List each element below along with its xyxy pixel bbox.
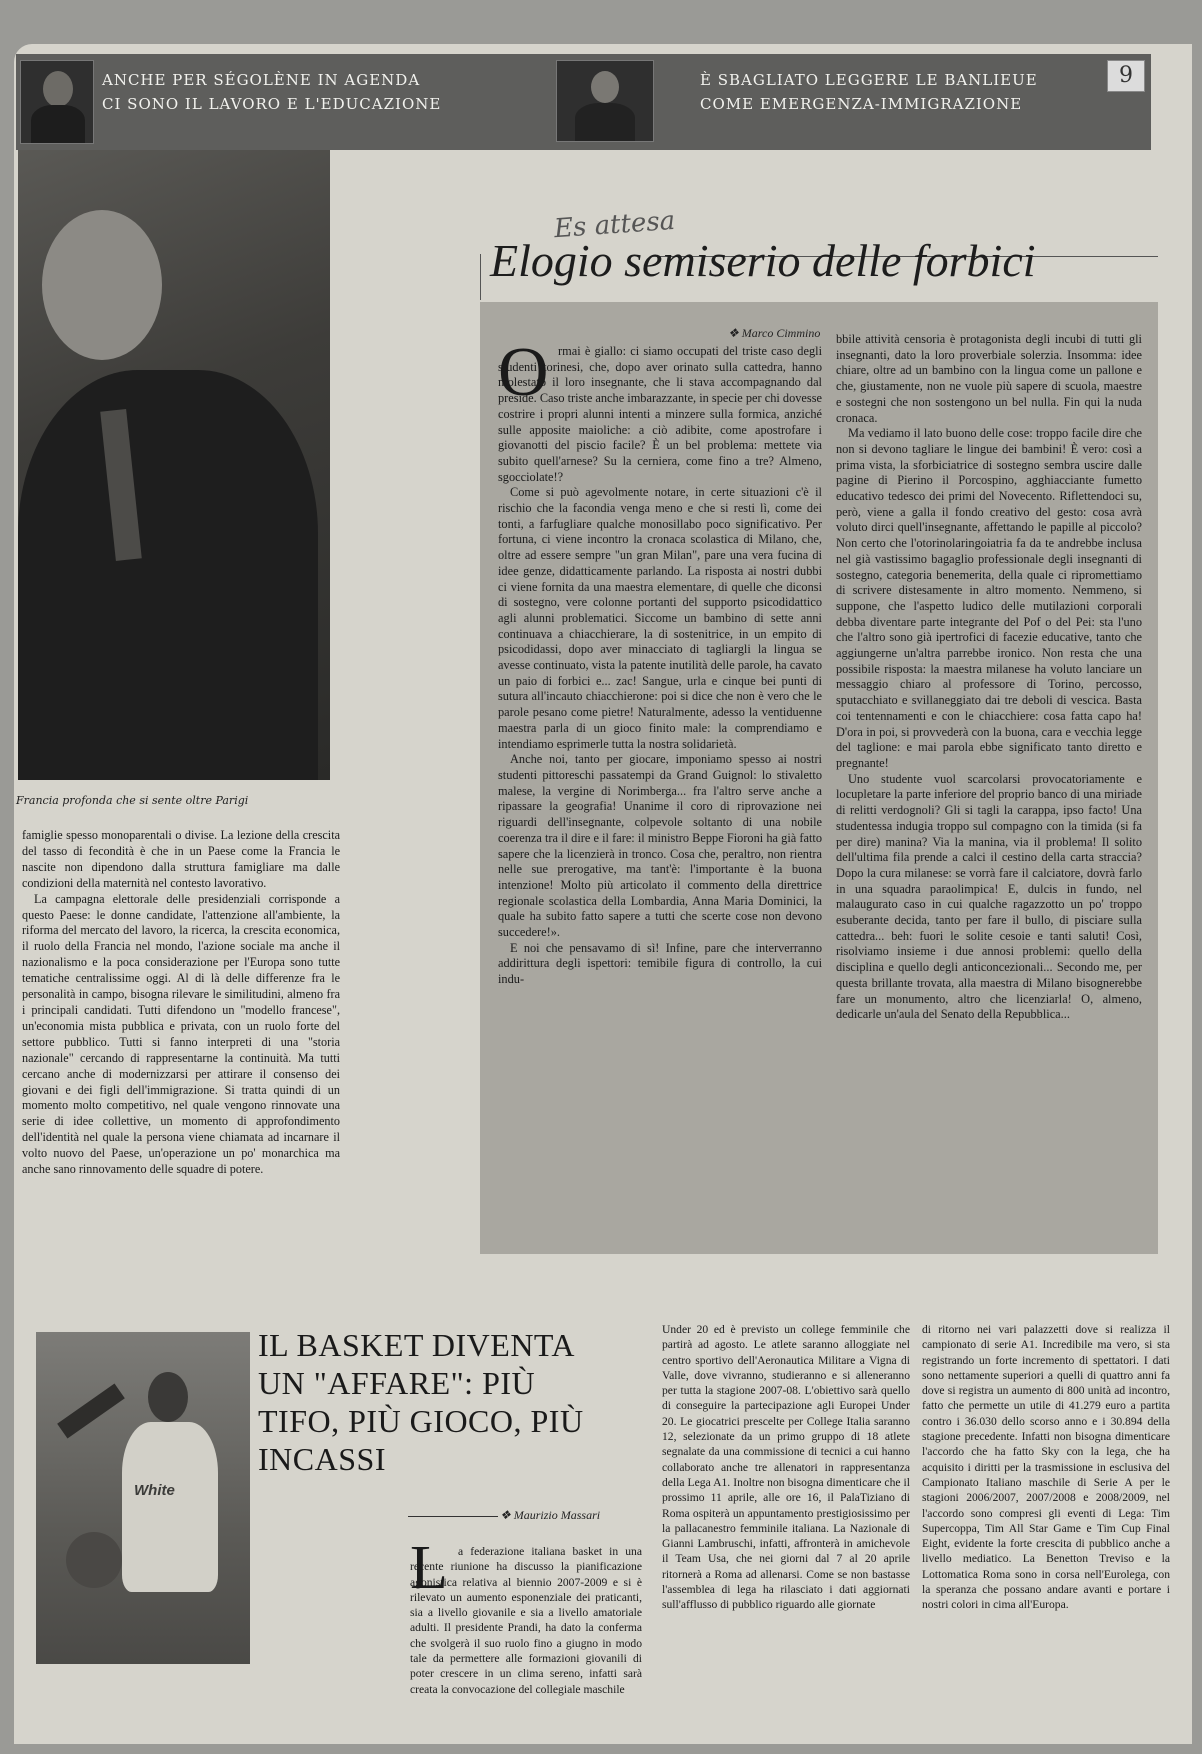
basket-article-column-1: a federazione italiana basket in una recente riunione ha discusso la pianificazione agonistica relativa al biennio 2007-2009 e si è rilevato un aumento esponenziale dei praticanti, sia a livello giovanile e sia a livello amatoriale adulti. Il presidente Prandi, ha dato la conferma che svolgerà il suo ruolo fino a giugno in modo tale da permettere alle formazioni giovanili di poter crescere in un clima sereno, infatti sarà creata la convocazione del collegiale maschile: [410, 1545, 642, 1696]
basket-article-byline: ❖ Maurizio Massari: [500, 1508, 601, 1522]
left-article-paragraph: La campagna elettorale delle presidenziali corrisponde a questo Paese: le donne candidate, l'attenzione all'ambiente, la riforma del mercato del lavoro, la ricerca, la crescita economica, il ruolo della Francia nel mondo, l'azione sociale ma anche il nazionalismo e la poca considerazione per l'Europa sono tutte tematiche centralissime oggi. Al di là delle differenze fra le personalità in campo, bisogna rilevare le similitudini, almeno fra i principali candidati. Tutti difendono un "modello francese", un'economia mista pubblica e privata, con un ruolo forte del settore pubblico. Tutti si fanno interpreti di una "storia nazionale" cercando di rappresentarne la continuità. Ma tutti cercano anche di modernizzarsi per attirare il consenso dei giovani e dei figli dell'immigrazione. Si tratta quindi di un momento molto competitivo, nel quale vengono rinnovate una serie di idee collettive, un momento di approfondimento dell'identità nel quale la persona viene chiamata ad incarnare il volto nuovo del Paese, un'operazione un po' monarchica ma anche sano rinnovamento delle squadre di potere.: [22, 891, 340, 1177]
main-article-title-area: [480, 205, 1160, 300]
main-article-dropcap: O: [498, 334, 549, 411]
left-article-column: [22, 828, 340, 1178]
right-headline-line-1: È SBAGLIATO LEGGERE LE BANLIEUE: [700, 71, 1038, 89]
left-headline-line-2: CI SONO IL LAVORO E L'EDUCAZIONE: [102, 95, 442, 113]
basket-article-column-2: Under 20 ed è previsto un college femminile che partirà ad agosto. Le atlete saranno alloggiate nel centro sportivo dell'Aeronautica Militare a Vigna di Valle, dove vivranno, studieranno e si alleneranno per tutta la stagione 2007-08. L'obiettivo sarà quello di conseguire la partecipazione agli Europei Under 20. Le giocatrici prescelte per College Italia saranno 12, selezionate da un primo gruppo di 18 atlete segnalate da una commissione di tecnici a cui hanno collaborato anche tre allenatori in rappresentanza della Lega A1. Inoltre non bisogna dimenticare che il prossimo 11 aprile, alle ore 16, il PalaTiziano di Roma ospiterà un appuntamento prestigiosissimo per la pallacanestro femminile italiana. La Nazionale di Gianni Lambruschi, infatti, affronterà in amichevole il Team Usa, che nei giorni dal 7 al 20 aprile ritornerà a Roma ad allenarsi. Come se non bastasse l'assemblea di lega ha rilasciato i dati aggiornati sull'afflusso di pubblico riguardo alle giornate: [662, 1323, 910, 1612]
basketball-photo: [36, 1332, 250, 1664]
main-article-box: [480, 302, 1158, 1254]
main-article-column-2: [836, 332, 1142, 1023]
banlieue-thumbnail: [556, 60, 654, 142]
basketball-ball: [66, 1532, 122, 1588]
basket-article-dropcap: L: [410, 1534, 448, 1602]
basket-article-column-3: di ritorno nei vari palazzetti dove si realizza il campionato di serie A1. Incredibile ma vero, si sta registrando un forte incremento di spettatori. I dati sono nettamente superiori a quelli di quattro anni fa dove si registra un aumento di 800 unità ad incontro, fatto che permette un utile di 41.279 euro a partita contro i 36.030 dello scorso anno e i 30.894 della stagione precedente. Infatti non bisogna dimenticare l'accordo che ha fatto Sky con la lega, che ha acquisito i diritti per la trasmissione in esclusiva del Campionato Italiano maschile di Serie A per le stagioni 2006/2007, 2007/2008 e 2008/2009, nel l'accordo sono compresi gli eventi di Lega: Tim Supercoppa, Tim All Star Game e Tim Cup Final Eight, evidente la forte crescita di pubblico anche a livello mediatico. La Benetton Treviso e la Lottomatica Roma sono in corsa nell'Eurolega, con la speranza che possano andare avanti e portare i nostri colori in cima all'Europa.: [922, 1323, 1170, 1612]
player-head: [148, 1372, 188, 1422]
left-headline-line-1: ANCHE PER SÉGOLÈNE IN AGENDA: [102, 71, 421, 89]
right-headline-line-2: COME EMERGENZA-IMMIGRAZIONE: [700, 95, 1023, 113]
main-article-paragraph: rmai è giallo: ci siamo occupati del triste caso degli studenti torinesi, che, dopo aver orinato sulla cattedra, hanno molestato il loro insegnante, che li stava accompagnando dal preside. Caso triste anche imbarazzante, in specie per chi dovesse costrire i propri alunni intenti a minzere sulla formica, anziché sulle apposite maioliche: a ciò adibite, come apostrofare i giovanotti del piscio facile? È un bel problema: mettete via subito quell'arnese? Su la cerniera, come fino a tre? Almeno, sgocciolate!?: [498, 344, 822, 484]
main-article-byline: ❖ Marco Cimmino: [728, 326, 821, 340]
photo-caption: Francia profonda che si sente oltre Parigi: [16, 794, 249, 807]
main-article-paragraph: bbile attività censoria è protagonista degli incubi di tutti gli insegnanti, dato la loro proverbiale solerzia. Insomma: idee chiare, oltre ad un bambino con la lingua come un pallone e che, giustamente, non ne vuole più sapere di scuola, maestre e sostegni che non sostengono un bel nulla. Fin qui la nuda cronaca.: [836, 332, 1142, 425]
left-article-paragraph: famiglie spesso monoparentali o divise. La lezione della crescita del tasso di fecondità è che in un Paese come la Francia le nascite non dipendono dalla struttura famigliare ma dalle condizioni della maternità nel contesto lavorativo.: [22, 828, 340, 890]
player-jersey: [122, 1422, 218, 1592]
newspaper-page: [14, 44, 1192, 1744]
segolene-thumbnail: [20, 60, 94, 144]
basket-article-title: IL BASKET DIVENTA UN "AFFARE": PIÙ TIFO, PIÙ GIOCO, PIÙ INCASSI: [258, 1327, 584, 1477]
main-article-paragraph: Uno studente vuol scarcolarsi provocatoriamente e locupletare la parte inferiore del proprio banco di una miriade di relitti verdognoli? Gli si tagli la carappa, ipso facto! Una studentessa indugia troppo sul compagno con la timida (si fa per dire) manina? Via la manina, via il problema! Il solito dell'ultima fila prende a calci il cestino della carta straccia? Dopo la cura milanese: se vorrà fare il calciatore, dovrà farlo in una squadra paraolimpica! E, dulcis in fundo, nel malaugurato caso in cui qualche ragazzotto un po' troppo esuberante decida, tanto per fare il bullo, di pisciare sulla cattedra... beh: fuori le solite cesoie e tanti saluti! Così, risolviamo insieme i due annosi problemi: quello della disciplina e quello degli anticoncezionali... Secondo me, per questa brillante trovata, alla maestra di Milano bisognerebbe fare un monumento, altro che licenziarla! O, almeno, dedicarle un'aula del Senato della Repubblica...: [836, 771, 1142, 1022]
main-article-paragraph: Anche noi, tanto per giocare, imponiamo spesso ai nostri studenti pittoreschi passatempi da Grand Guignol: lo stivaletto malese, la vergine di Norimberga... fra l'altro serve anche a ripassare la geografia! Unanime il coro di riprovazione nei riguardi dell'insegnante, colpevole soltanto di una nobile coerenza tra il dire e il fare: il ministro Beppe Fioroni ha già fatto sapere che la licenzierà in tronco. Cosa che, peraltro, non rientra nelle sue prerogative, ma tant'è: l'importante è la buona intenzione! Molto più articolato il commento della direttrice regionale scolastica della Lombardia, Anna Maria Dominici, la quale ha subito fatto sapere a tutti che scerte cose non devono succedere!».: [498, 752, 822, 940]
header-band: [16, 54, 1151, 150]
article-kicker: Es attesa: [553, 205, 677, 245]
portrait-suit: [18, 370, 318, 780]
politician-photo: [18, 150, 330, 780]
main-article-column-1: [498, 334, 822, 988]
main-article-title: Elogio semiserio delle forbici: [490, 235, 1036, 286]
main-article-paragraph: E noi che pensavamo di sì! Infine, pare che interverranno addirittura degli ispettori: temibile figura di controllo, la cui indu-: [498, 940, 822, 987]
portrait-face: [42, 210, 162, 360]
page-number: 9: [1107, 60, 1145, 92]
main-article-paragraph: Come si può agevolmente notare, in certe situazioni c'è il rischio che la facondia venga meno e che si resti lì, come dei tonti, a farfugliare qualche monosillabo poco significativo. Per fortuna, ci viene incontro la cronaca scolastica di Milano, che, oltre ad essere sempre "un gran Milan", pare una vera fucina di idee genze, didatticamente parlando. La risposta ai nostri dubbi ci viene fornita da una maestra elementare, di quelle che diconsi di sostegno, vere colonne portanti del supporto psicodidattico agli alunni problematici. Siccome un bambino di sette anni continuava a chiacchierare, la di sostenitrice, in un empito di psicodidassi, dopo aver minacciato di tagliargli la lingua se avesse continuato, vista la patente inutilità delle parole, ha cavato un paio di forbici e... zac! Sangue, urla e cinque bei punti di sutura all'incauto chiacchierone: poi si dice che non è vero che le parole pesano come pietre! Naturalmente, adesso la ventiduenne maestra parla di un gioco finito male: la comprendiamo e intendiamo esprimerle tutta la nostra solidarietà.: [498, 485, 822, 751]
main-article-paragraph: Ma vediamo il lato buono delle cose: troppo facile dire che non si devono tagliare le lingue dei bambini! È vero: così a prima vista, la sforbiciatrice di sostegno sembra uscire dalle pagine di Pierino il Porcospino, agghiacciante fumetto educativo tedesco dei primi del Novecento. Riflettendoci su, però, viene a galla il fondo creativo del gesto: cosa avrà voluto dirci quell'insegnante, affettando le papille al piccolo? Non certo che l'otorinolaringoiatria fa da te andrebbe inclusa nel già vastissimo bagaglio professionale degli insegnanti di sostegno, categoria benemerita, della quale ci ripromettiamo di scrivere distesamente in altro momento. Nemmeno, si suppone, che l'aspetto ludico delle mutilazioni corporali debba diventare parte integrante del Pof o del Pei: sta l'uno che l'altro sono già ipertrofici di facezie educative, tanto che aggiungerne un'altra parrebbe ironico. Non resta che una possibile risposta: la maestra milanese ha voluto lanciare un messaggio chiaro al professore di Torino, percosso, sputacchiato e svillaneggiato dai tre deboli di vescica. Basta coi tentennamenti e con le chiacchiere: cosa fatta capo ha! D'ora in poi, si provvederà con la buona, cara e vecchia legge del taglione: e mai parola ebbe significato tanto diretto e pregnante!: [836, 426, 1142, 770]
jersey-label: White: [134, 1482, 175, 1499]
